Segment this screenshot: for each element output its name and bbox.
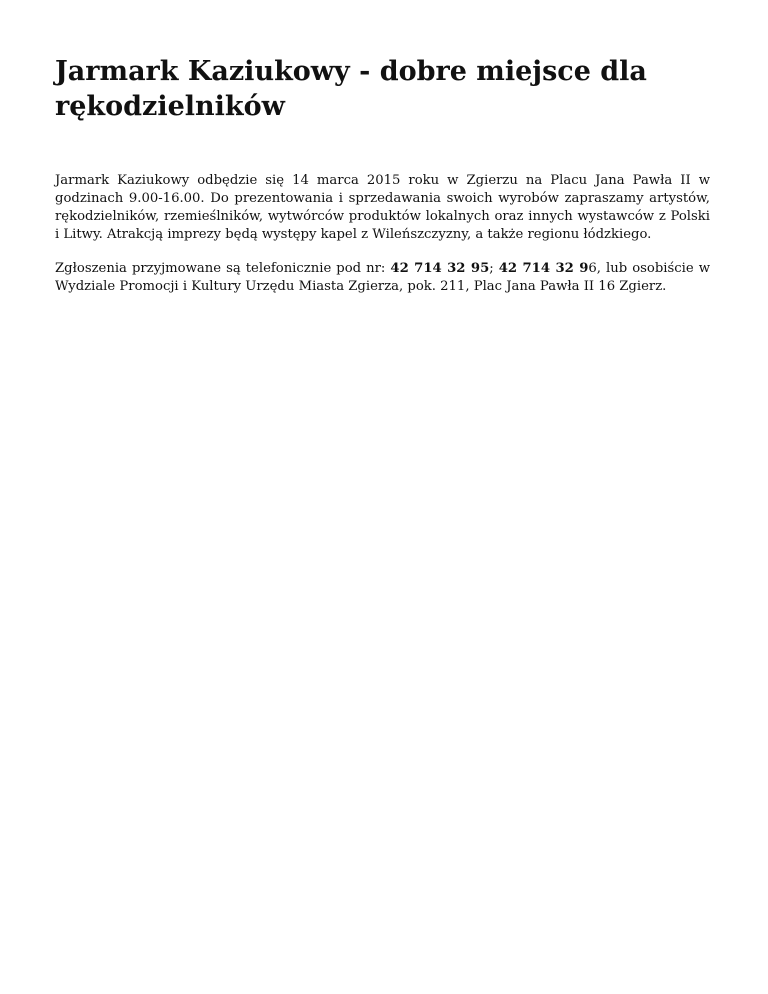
phone-separator: ;: [489, 261, 499, 276]
registration-paragraph: [55, 260, 710, 296]
phone-number-2-suffix: 6: [588, 261, 597, 276]
phone-number-1: 42 714 32 95: [390, 261, 490, 276]
article-title: Jarmark Kaziukowy - dobre miejsce dla rękodzielników: [55, 56, 647, 122]
registration-address: , lub osobiście w Wydziale Promocji i Kultury Urzędu Miasta Zgierza, pok. 211, Plac Jana Pawła II 16 Zgierz.: [55, 261, 710, 294]
event-description-paragraph: Jarmark Kaziukowy odbędzie się 14 marca 2015 roku w Zgierzu na Placu Jana Pawła II w godzinach 9.00-16.00. Do prezentowania i sprzedawania swoich wyrobów zapraszamy artystów, rękodzielników, rzemieślników, wytwórców produktów lokalnych oraz innych wystawców z Polski i Litwy. Atrakcją imprezy będą występy kapel z Wileńszczyzny, a także regionu łódzkiego.: [55, 173, 710, 242]
registration-intro: Zgłoszenia przyjmowane są telefonicznie pod nr:: [55, 261, 391, 276]
article-body: [55, 172, 710, 296]
article: [55, 54, 710, 312]
phone-number-2: 42 714 32 9: [498, 261, 589, 276]
